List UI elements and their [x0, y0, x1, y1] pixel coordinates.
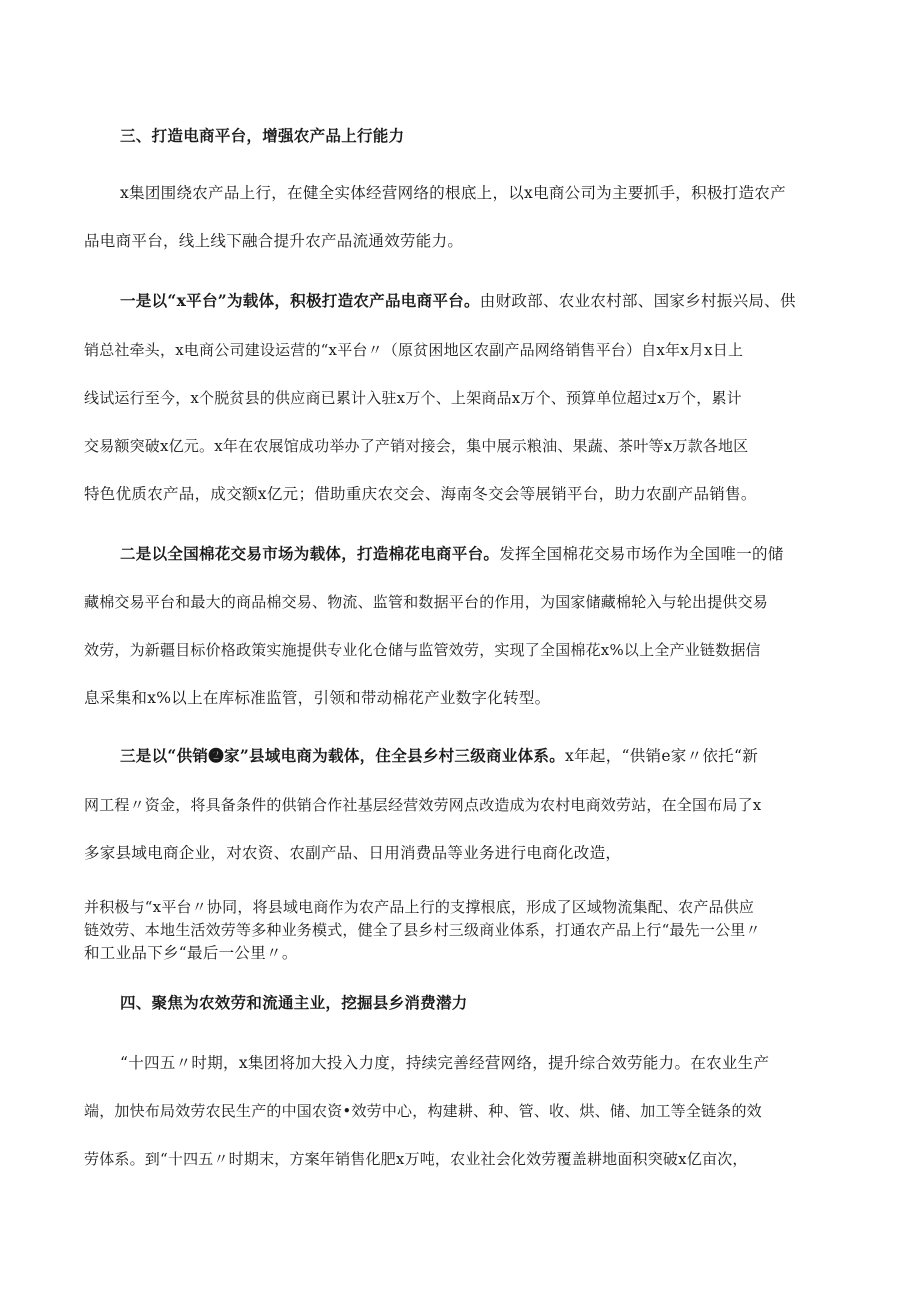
paragraph-1-line-2: 销总社牵头，x电商公司建设运营的“x平台〃（原贫困地区农副产品网络销售平台）自x年x月x日上 [84, 341, 744, 359]
paragraph-2-first-line [120, 544, 784, 564]
intro-line-1: x集团围绕农产品上行，在健全实体经营网络的根底上，以x电商公司为主要抓手，积极打造农产 [120, 184, 786, 202]
section-heading-3: 三、打造电商平台，增强农产品上行能力 [120, 127, 405, 145]
paragraph-2-line-2: 藏棉交易平台和最大的商品棉交易、物流、监管和数据平台的作用，为国家储藏棉轮入与轮出提供交易 [84, 593, 769, 611]
paragraph-3-lead: 三是以“供销❷家”县域电商为载体，住全县乡村三级商业体系。 [120, 746, 566, 765]
paragraph-4-line-1: “十四五〃时期，x集团将加大投入力度，持续完善经营网络，提升综合效劳能力。在农业生产 [120, 1054, 770, 1072]
paragraph-1-line-1: 由财政部、农业农村部、国家乡村振兴局、供 [479, 292, 796, 310]
section-heading-4: 四、聚焦为农效劳和流通主业，挖掘县乡消费潜力 [120, 994, 468, 1012]
paragraph-3-line-3: 多家县域电商企业，对农资、农副产品、日用消费品等业务进行电商化改造， [84, 844, 622, 862]
paragraph-3-first-line [120, 746, 758, 766]
paragraph-1-line-4: 交易额突破x亿元。x年在农展馆成功举办了产销对接会，集中展示粮油、果蔬、茶叶等x万款各地区 [84, 437, 749, 455]
paragraph-2-lead: 二是以全国棉花交易市场为载体，打造棉花电商平台。 [120, 544, 500, 563]
paragraph-1-first-line [120, 291, 796, 311]
paragraph-1-lead: 一是以“x平台”为载体，积极打造农产品电商平台。 [120, 291, 480, 310]
paragraph-3-line-2: 网工程〃资金，将具备条件的供销合作社基层经营效劳网点改造成为农村电商效劳站，在全国布局了x [84, 796, 762, 814]
paragraph-2-line-1: 发挥全国棉花交易市场作为全国唯一的储 [499, 545, 784, 563]
paragraph-1-line-5: 特色优质农产品，成交额x亿元；借助重庆农交会、海南冬交会等展销平台，助力农副产品销售。 [84, 485, 757, 503]
paragraph-3-line-1: x年起，“供销e家〃依托“新 [565, 747, 759, 765]
paragraph-2-line-4: 息采集和x%以上在库标准监管，引领和带动棉花产业数字化转型。 [84, 689, 551, 707]
paragraph-4-line-2: 端，加快布局效劳农民生产的中国农资•效劳中心，构建耕、种、管、收、烘、储、加工等全链条的效 [84, 1102, 762, 1120]
intro-line-2: 品电商平台，线上线下融合提升农产品流通效劳能力。 [84, 232, 464, 250]
paragraph-4-line-3: 劳体系。到“十四五〃时期末，方案年销售化肥x万吨，农业社会化效劳覆盖耕地面积突破x亿亩次， [84, 1150, 748, 1168]
paragraph-3-cont-line-1: 并积极与“x平台〃协同，将县域电商作为农产品上行的支撑根底，形成了区域物流集配、农产品供应 [84, 898, 755, 916]
paragraph-2-line-3: 效劳，为新疆目标价格政策实施提供专业化仓储与监管效劳，实现了全国棉花x%以上全产业链数据信 [84, 641, 761, 659]
paragraph-1-line-3: 线试运行至今，x个脱贫县的供应商已累计入驻x万个、上架商品x万个、预算单位超过x万个，累计 [84, 389, 742, 407]
paragraph-3-cont-line-3: 和工业品下乡“最后一公里〃。 [84, 944, 298, 962]
paragraph-3-cont-line-2: 链效劳、本地生活效劳等多种业务模式，健全了县乡村三级商业体系，打通农产品上行“最先一公里〃 [84, 921, 761, 939]
